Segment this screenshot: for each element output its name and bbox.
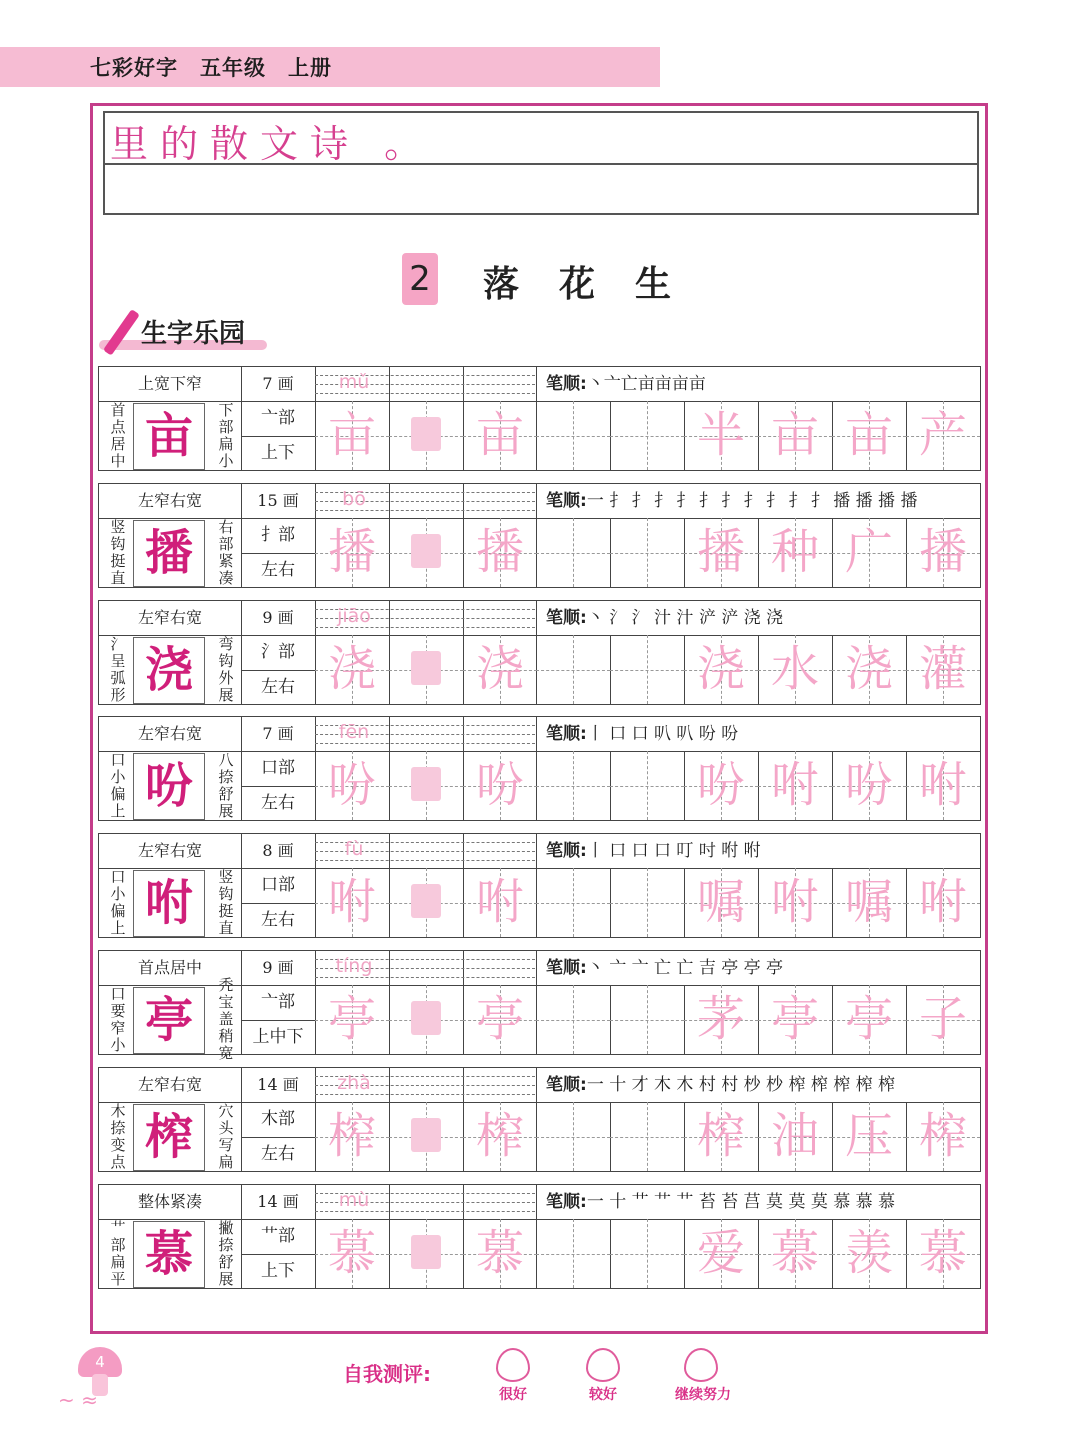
structure-label: 上宽下窄 [137, 374, 202, 393]
stroke-order: 笔顺:丨 口 口 口 叮 吋 咐 咐 [546, 841, 761, 861]
writing-cell[interactable] [315, 635, 389, 704]
layout-type: 左右 [261, 677, 295, 697]
character-row [98, 716, 981, 821]
trace-character: 浇 [475, 641, 524, 697]
structure-label: 左窄右宽 [137, 841, 202, 860]
trace-character: 榨 [696, 1108, 745, 1164]
right-tip: 下部扁小 [218, 400, 234, 470]
radical: 亠部 [261, 992, 295, 1012]
writing-cell[interactable] [906, 1219, 980, 1288]
writing-cell[interactable] [758, 635, 832, 704]
stroke-order: 笔顺:丶 亠 亠 亡 亡 吉 亭 亭 亭 [546, 958, 784, 978]
trace-character: 慕 [327, 1225, 376, 1281]
stroke-order: 笔顺:丨 口 口 叭 叭 吩 吩 [546, 724, 739, 744]
trace-character: 半 [696, 407, 745, 463]
stroke-count: 7 画 [262, 374, 294, 393]
writing-cell[interactable] [463, 751, 537, 820]
writing-cell[interactable] [389, 1102, 463, 1171]
trace-character [389, 868, 463, 937]
right-tip: 秃宝盖稍宽 [218, 976, 234, 1062]
character-row [98, 950, 981, 1062]
writing-cell[interactable] [610, 635, 684, 704]
trace-character: 慕 [770, 1225, 819, 1281]
writing-cell[interactable] [906, 635, 980, 704]
stroke-count: 14 画 [257, 1075, 299, 1094]
trace-character [610, 1102, 684, 1171]
trace-character: 广 [844, 524, 893, 580]
lesson-title: 落花生 [483, 264, 712, 305]
writing-cell[interactable] [389, 518, 463, 587]
radical: 氵部 [261, 642, 295, 662]
writing-cell[interactable] [906, 985, 980, 1054]
writing-cell[interactable] [463, 518, 537, 587]
trace-character [389, 635, 463, 704]
writing-cell[interactable] [536, 1219, 610, 1288]
left-tip: 艹部扁平 [110, 1218, 126, 1288]
writing-cell[interactable] [684, 985, 758, 1054]
writing-cell[interactable] [536, 635, 610, 704]
writing-cell[interactable] [389, 401, 463, 470]
trace-character: 吩 [475, 757, 524, 813]
self-evaluation-label: 自我测评: [343, 1362, 431, 1386]
trace-character: 亩 [327, 407, 376, 463]
stroke-order: 笔顺:丶亠亡亩亩亩亩 [546, 374, 706, 394]
stroke-count: 9 画 [262, 608, 294, 627]
writing-cell[interactable] [463, 401, 537, 470]
trace-character: 亩 [770, 407, 819, 463]
structure-label: 左窄右宽 [137, 1075, 202, 1094]
character-row [98, 483, 981, 588]
writing-cell[interactable] [536, 1102, 610, 1171]
stroke-count: 15 画 [257, 491, 299, 510]
left-tip: 口小偏上 [110, 867, 126, 937]
writing-cell[interactable] [463, 635, 537, 704]
writing-cell[interactable] [389, 868, 463, 937]
trace-character: 种 [770, 524, 819, 580]
writing-cell[interactable] [758, 868, 832, 937]
trace-character: 播 [475, 524, 524, 580]
writing-cell[interactable] [684, 518, 758, 587]
pinyin: fēn [338, 721, 370, 743]
trace-character: 榨 [475, 1108, 524, 1164]
writing-cell[interactable] [684, 868, 758, 937]
writing-cell[interactable] [536, 401, 610, 470]
trace-character: 慕 [475, 1225, 524, 1281]
wave-decoration-icon: ~ ≈ [58, 1388, 98, 1412]
writing-cell[interactable] [906, 518, 980, 587]
writing-cell[interactable] [684, 1219, 758, 1288]
trace-character: 亭 [844, 991, 893, 1047]
writing-cell[interactable] [758, 401, 832, 470]
radical: 口部 [261, 875, 295, 895]
writing-cell[interactable] [832, 635, 906, 704]
model-character: 浇 [133, 637, 205, 704]
trace-character: 油 [770, 1108, 819, 1164]
layout-type: 上中下 [252, 1027, 304, 1047]
trace-character: 咐 [327, 874, 376, 930]
writing-cell[interactable] [315, 401, 389, 470]
stroke-count: 7 画 [262, 724, 294, 743]
trace-character: 压 [844, 1108, 893, 1164]
left-tip: 竖钩挺直 [110, 517, 126, 587]
trace-character [389, 401, 463, 470]
writing-cell[interactable] [906, 751, 980, 820]
writing-cell[interactable] [610, 1102, 684, 1171]
trace-character: 咐 [918, 757, 967, 813]
rating-very-good-label: 很好 [499, 1387, 527, 1403]
trace-character: 吩 [844, 757, 893, 813]
right-tip: 八捺舒展 [218, 750, 234, 820]
writing-cell[interactable] [315, 1102, 389, 1171]
section-title: 生字乐园 [141, 319, 246, 349]
trace-character [536, 518, 610, 587]
trace-character [389, 985, 463, 1054]
trace-character: 吩 [327, 757, 376, 813]
writing-cell[interactable] [610, 401, 684, 470]
writing-cell[interactable] [610, 751, 684, 820]
pinyin: fù [344, 838, 364, 860]
model-character: 榨 [133, 1104, 205, 1171]
trace-character [610, 401, 684, 470]
trace-character: 亭 [770, 991, 819, 1047]
character-row [98, 1067, 981, 1172]
trace-character: 羡 [844, 1225, 893, 1281]
trace-character: 浇 [696, 641, 745, 697]
writing-cell[interactable] [832, 518, 906, 587]
pinyin: bō [342, 488, 366, 510]
writing-cell[interactable] [758, 751, 832, 820]
writing-cell[interactable] [315, 868, 389, 937]
trace-character: 嘱 [844, 874, 893, 930]
model-character: 吩 [133, 753, 205, 820]
trace-character: 子 [918, 991, 967, 1047]
trace-character: 榨 [327, 1108, 376, 1164]
left-tip: 口小偏上 [110, 750, 126, 820]
writing-cell[interactable] [684, 401, 758, 470]
trace-character: 亭 [327, 991, 376, 1047]
writing-cell[interactable] [610, 868, 684, 937]
stroke-order: 笔顺:一 扌 扌 扌 扌 扌 扌 扌 扌 扌 扌 播 播 播 播 [546, 491, 918, 511]
trace-character [536, 1219, 610, 1288]
trace-character [389, 1102, 463, 1171]
writing-cell[interactable] [906, 401, 980, 470]
stroke-order: 笔顺:一 十 艹 艹 艹 苔 苔 莒 莫 莫 莫 慕 慕 慕 [546, 1192, 896, 1212]
layout-type: 左右 [261, 793, 295, 813]
stroke-count: 8 画 [262, 841, 294, 860]
trace-character [536, 401, 610, 470]
layout-type: 上下 [261, 1261, 295, 1281]
radical: 艹部 [261, 1226, 295, 1246]
writing-cell[interactable] [610, 518, 684, 587]
writing-cell[interactable] [463, 868, 537, 937]
book-title: 七彩好字 五年级 上册 [90, 56, 332, 80]
trace-character: 慕 [918, 1225, 967, 1281]
trace-character: 播 [327, 524, 376, 580]
radical: 口部 [261, 758, 295, 778]
model-character: 咐 [133, 870, 205, 937]
writing-cell[interactable] [832, 1219, 906, 1288]
trace-character: 浇 [844, 641, 893, 697]
trace-character: 浇 [327, 641, 376, 697]
model-character: 亩 [133, 403, 205, 470]
trace-character: 咐 [475, 874, 524, 930]
trace-character [389, 751, 463, 820]
pinyin: tíng [335, 955, 373, 977]
trace-character: 嘱 [696, 874, 745, 930]
pinyin: mǔ [338, 371, 370, 393]
writing-cell[interactable] [315, 985, 389, 1054]
right-tip: 右部紧凑 [218, 517, 234, 587]
character-row [98, 600, 981, 705]
writing-cell[interactable] [315, 1219, 389, 1288]
structure-label: 左窄右宽 [137, 608, 202, 627]
trace-character [536, 1102, 610, 1171]
trace-character: 咐 [918, 874, 967, 930]
writing-cell[interactable] [832, 401, 906, 470]
stroke-count: 9 画 [262, 958, 294, 977]
trace-character [536, 985, 610, 1054]
layout-type: 左右 [261, 1144, 295, 1164]
rating-keep-trying-label: 继续努力 [675, 1387, 731, 1403]
layout-type: 左右 [261, 910, 295, 930]
writing-cell[interactable] [463, 985, 537, 1054]
trace-character [610, 985, 684, 1054]
trace-character: 水 [770, 641, 819, 697]
trace-character: 榨 [918, 1108, 967, 1164]
left-tip: 木捺变点 [110, 1101, 126, 1171]
stroke-count: 14 画 [257, 1192, 299, 1211]
writing-cell[interactable] [536, 868, 610, 937]
pinyin: jiāo [337, 605, 371, 627]
trace-character: 吩 [696, 757, 745, 813]
trace-character: 咐 [770, 757, 819, 813]
trace-character [536, 635, 610, 704]
rating-good-icon[interactable] [586, 1348, 620, 1382]
character-row [98, 366, 981, 471]
writing-cell[interactable] [758, 985, 832, 1054]
trace-character [536, 868, 610, 937]
character-row [98, 833, 981, 938]
pinyin: zhà [337, 1072, 371, 1094]
writing-cell[interactable] [758, 1219, 832, 1288]
writing-cell[interactable] [684, 1102, 758, 1171]
trace-character: 亩 [844, 407, 893, 463]
model-character: 亭 [133, 987, 205, 1054]
trace-character: 灌 [918, 641, 967, 697]
writing-cell[interactable] [536, 518, 610, 587]
writing-cell[interactable] [389, 751, 463, 820]
right-tip: 弯钩外展 [218, 634, 234, 704]
model-character: 播 [133, 520, 205, 587]
stroke-order: 笔顺:一 十 才 木 木 村 村 杪 杪 榨 榨 榨 榨 榨 [546, 1075, 896, 1095]
right-tip: 穴头写扁 [218, 1101, 234, 1171]
structure-label: 首点居中 [137, 958, 202, 977]
writing-cell[interactable] [315, 751, 389, 820]
radical: 亠部 [261, 408, 295, 428]
page-number: 4 [78, 1347, 122, 1377]
left-tip: 口要窄小 [110, 984, 126, 1054]
trace-character: 产 [918, 407, 967, 463]
writing-cell[interactable] [536, 985, 610, 1054]
right-tip: 撇捺舒展 [218, 1218, 234, 1288]
writing-cell[interactable] [906, 868, 980, 937]
trace-character [536, 751, 610, 820]
previous-line-text: 里的散文诗 。 [110, 122, 435, 166]
trace-character: 播 [696, 524, 745, 580]
radical: 木部 [261, 1109, 295, 1129]
writing-cell[interactable] [315, 518, 389, 587]
trace-character [610, 518, 684, 587]
left-tip: 首点居中 [110, 400, 126, 470]
stroke-order: 笔顺:丶 氵 氵 汁 汁 浐 浐 浇 浇 [546, 608, 784, 628]
writing-cell[interactable] [389, 635, 463, 704]
trace-character: 爱 [696, 1225, 745, 1281]
writing-cell[interactable] [536, 751, 610, 820]
writing-cell[interactable] [463, 1219, 537, 1288]
right-tip: 竖钩挺直 [218, 867, 234, 937]
trace-character: 亭 [475, 991, 524, 1047]
structure-label: 整体紧凑 [137, 1192, 202, 1211]
writing-cell[interactable] [610, 1219, 684, 1288]
writing-cell[interactable] [389, 1219, 463, 1288]
trace-character [610, 1219, 684, 1288]
trace-character [389, 518, 463, 587]
writing-cell[interactable] [906, 1102, 980, 1171]
model-character: 慕 [133, 1221, 205, 1288]
writing-cell[interactable] [832, 1102, 906, 1171]
writing-cell[interactable] [463, 1102, 537, 1171]
writing-cell[interactable] [684, 635, 758, 704]
trace-character: 咐 [770, 874, 819, 930]
trace-character: 茅 [696, 991, 745, 1047]
rating-very-good-icon[interactable] [496, 1348, 530, 1382]
lesson-number: 2 [402, 253, 438, 305]
trace-character: 播 [918, 524, 967, 580]
trace-character: 亩 [475, 407, 524, 463]
writing-cell[interactable] [832, 751, 906, 820]
character-row [98, 1184, 981, 1289]
writing-cell[interactable] [684, 751, 758, 820]
structure-label: 左窄右宽 [137, 491, 202, 510]
radical: 扌部 [261, 525, 295, 545]
writing-cell[interactable] [832, 868, 906, 937]
writing-cell[interactable] [832, 985, 906, 1054]
rating-good-label: 较好 [589, 1387, 617, 1403]
pinyin: mù [338, 1189, 370, 1211]
trace-character [610, 868, 684, 937]
rating-keep-trying-icon[interactable] [684, 1348, 718, 1382]
trace-character [610, 635, 684, 704]
writing-cell[interactable] [758, 1102, 832, 1171]
structure-label: 左窄右宽 [137, 724, 202, 743]
writing-cell[interactable] [610, 985, 684, 1054]
left-tip: 氵呈弧形 [110, 634, 126, 704]
writing-cell[interactable] [389, 985, 463, 1054]
trace-character [389, 1219, 463, 1288]
layout-type: 上下 [261, 443, 295, 463]
layout-type: 左右 [261, 560, 295, 580]
trace-character [610, 751, 684, 820]
writing-cell[interactable] [758, 518, 832, 587]
